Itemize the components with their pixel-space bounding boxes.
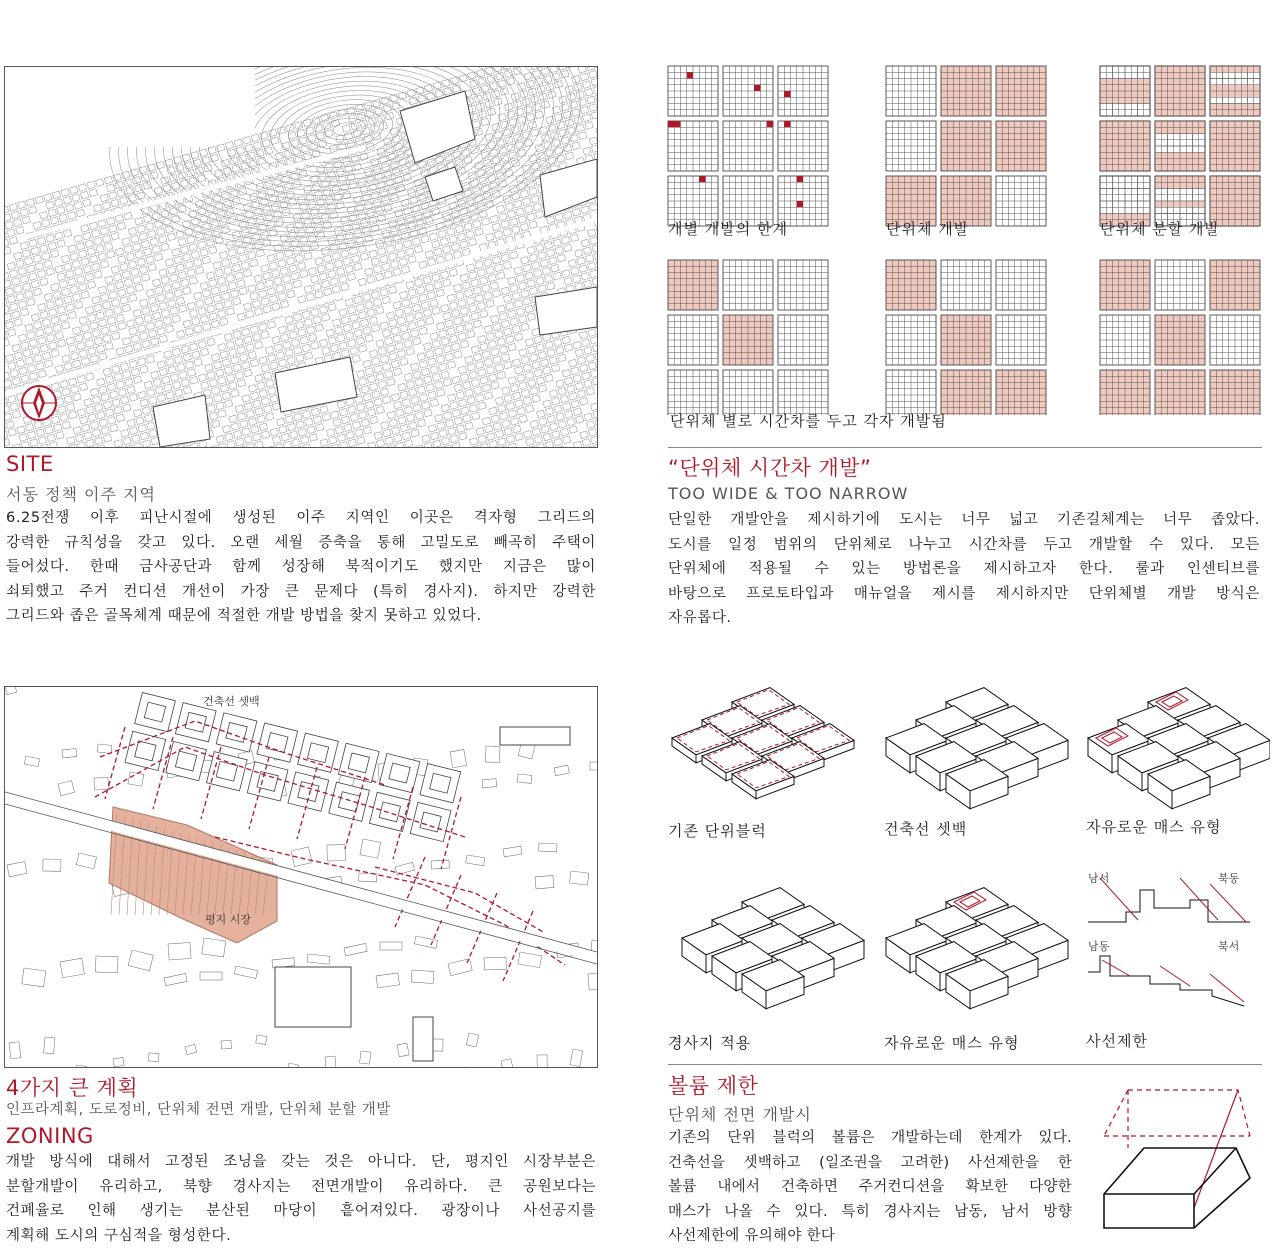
grid-unit <box>1155 260 1205 310</box>
grid-unit <box>1210 66 1260 116</box>
grid-unit <box>1155 66 1205 116</box>
red-cell <box>668 121 681 127</box>
red-cell <box>687 72 693 78</box>
caption-time-lag: 단위체 별로 시간차를 두고 각자 개발됨 <box>670 410 947 431</box>
grid-unit <box>668 121 718 171</box>
orient-se: 남동 <box>1088 938 1109 954</box>
main-road <box>5 797 597 957</box>
grid-unit <box>668 315 718 365</box>
volume-title: 볼륨 제한 <box>668 1070 758 1100</box>
grid-unit <box>996 66 1046 116</box>
red-cell <box>797 176 803 182</box>
volume-description <box>668 1126 1072 1249</box>
divider <box>668 1064 1262 1065</box>
grid-unit <box>941 121 991 171</box>
grid-unit <box>886 370 936 415</box>
site-description <box>6 506 596 629</box>
grid-unit <box>996 260 1046 310</box>
caption-existing-block: 기존 단위블럭 <box>668 820 767 841</box>
caption-slant-limit: 사선제한 <box>1086 1030 1148 1051</box>
zoning-large-buildings <box>275 727 570 1061</box>
volume-line: 매스가 나올 수 있다. 특히 경사지는 남동, 남서 방향 <box>668 1200 1072 1225</box>
grid-unit <box>1210 121 1260 171</box>
volume-envelope-diagram <box>1090 1078 1270 1238</box>
site-title: SITE <box>6 452 54 476</box>
grid-unit <box>723 260 773 310</box>
volume-diagrams <box>660 670 1270 1035</box>
grid-unit <box>1155 315 1205 365</box>
grid-unit <box>1100 121 1150 171</box>
zoning-plan-subtitle: 인프라계획, 도로정비, 단위체 전면 개발, 단위체 분할 개발 <box>6 1098 391 1119</box>
zoning-map <box>4 686 598 1068</box>
grid-unit <box>941 260 991 310</box>
grid-unit <box>778 260 828 310</box>
slant-limit-bottom <box>1088 956 1244 1006</box>
grid-unit <box>886 66 936 116</box>
grid-unit <box>1210 260 1260 310</box>
site-line: 그리드와 좁은 골목체계 때문에 적절한 개발 방법을 찾지 못하고 있었다. <box>6 604 596 629</box>
grid-unit <box>668 66 718 116</box>
caption-individual-limit: 개별 개발의 한계 <box>668 218 788 239</box>
red-cell <box>699 176 705 182</box>
caption-setback: 건축선 셋백 <box>884 818 967 839</box>
compass-icon <box>19 383 59 423</box>
grid-unit <box>996 121 1046 171</box>
zoning-line: 분할개발이 유리하고, 북향 경사지는 전면개발이 유리하다. 큰 공원보다는 <box>6 1175 596 1200</box>
volume-line: 건축선을 셋백하고 (일조권을 고려한) 사선제한을 한 <box>668 1151 1072 1176</box>
grid-unit <box>996 315 1046 365</box>
volume-subtitle: 단위체 전면 개발시 <box>668 1102 812 1125</box>
grid-unit <box>1155 370 1205 415</box>
orient-ne: 북동 <box>1218 870 1239 886</box>
red-cell <box>767 121 773 127</box>
grid-unit <box>1100 370 1150 415</box>
grid-unit <box>778 315 828 365</box>
site-line: 강력한 규칙성을 갖고 있다. 오랜 세월 증축을 통해 고밀도로 빼곡히 주택이 <box>6 531 596 556</box>
zoning-title: ZONING <box>6 1124 94 1148</box>
orient-sw: 남서 <box>1088 870 1109 886</box>
volume-line: 기존의 단위 블럭의 볼륨은 개발하는데 한계가 있다. <box>668 1126 1072 1151</box>
grid-unit <box>1210 315 1260 365</box>
grid-unit <box>1100 260 1150 310</box>
grid-unit <box>1155 121 1205 171</box>
grid-unit <box>941 370 991 415</box>
timelag-description <box>668 508 1260 631</box>
divider <box>668 447 1262 448</box>
red-cell <box>797 201 803 207</box>
grid-unit <box>1210 370 1260 415</box>
market-label: 평지 시장 <box>205 911 251 927</box>
red-cell <box>784 121 790 127</box>
grid-unit <box>723 66 773 116</box>
site-line: 들어섰다. 한때 금사공단과 함께 성장해 북적이기도 했지만 지금은 많이 <box>6 555 596 580</box>
grid-unit <box>996 176 1046 226</box>
main-road-edge <box>5 792 597 952</box>
site-subtitle: 서동 정책 이주 지역 <box>6 482 156 505</box>
red-cell <box>784 91 790 97</box>
zoning-description <box>6 1150 596 1248</box>
timelag-line: 도시를 일정 범위의 단위체로 나누고 시간차를 두고 개발할 수 있다. 모든 <box>668 533 1260 558</box>
grid-unit <box>723 315 773 365</box>
caption-unit-development: 단위체 개발 <box>886 218 969 239</box>
grid-unit <box>668 260 718 310</box>
grid-unit <box>1100 66 1150 116</box>
grid-unit <box>778 370 828 415</box>
timelag-subtitle: TOO WIDE & TOO NARROW <box>668 484 908 503</box>
zoning-line: 계획해 도시의 구심적을 형성한다. <box>6 1224 596 1249</box>
caption-unit-split-development: 단위체 분할 개발 <box>1100 218 1220 239</box>
grid-unit <box>886 260 936 310</box>
volume-line: 볼륨 내에서 건축하면 주거컨디션을 확보한 다양한 <box>668 1175 1072 1200</box>
grid-unit <box>886 315 936 365</box>
timelag-line: 자유롭다. <box>668 606 1260 631</box>
grid-unit <box>1100 315 1150 365</box>
site-line: 쇠퇴했고 주거 컨디션 개선이 가장 큰 문제다 (특히 경사지). 하지만 강력한 <box>6 580 596 605</box>
site-line: 6.25전쟁 이후 피난시절에 생성된 이주 지역인 이곳은 격자형 그리드의 <box>6 506 596 531</box>
grid-unit <box>778 121 828 171</box>
volume-line: 사선제한에 유의해야 한다 <box>668 1224 1072 1249</box>
timelag-line: 바탕으로 프로토타입과 매뉴얼을 제시를 제시하지만 단위체별 개발 방식은 <box>668 582 1260 607</box>
timelag-title: “단위체 시간차 개발” <box>668 452 871 482</box>
caption-slope: 경사지 적용 <box>668 1032 751 1053</box>
zoning-map-drawing <box>5 687 597 1067</box>
orient-nw: 북서 <box>1218 938 1239 954</box>
site-map-drawing <box>5 67 597 447</box>
grid-unit <box>668 370 718 415</box>
zoning-line: 개발 방식에 대해서 고정된 조닝을 갖는 것은 아니다. 단, 평지인 시장부분은 <box>6 1150 596 1175</box>
timelag-line: 단일한 개발안을 제시하기에 도시는 너무 넓고 기존길체계는 너무 좁았다. <box>668 508 1260 533</box>
grid-unit <box>778 66 828 116</box>
timelag-line: 단위체에 적용될 수 있는 방법론을 제시하고자 한다. 룰과 인센티브를 <box>668 557 1260 582</box>
grid-unit <box>941 315 991 365</box>
grid-unit <box>941 66 991 116</box>
main-road-edge <box>5 804 597 964</box>
zoning-line: 건폐율로 인해 생기는 분산된 마당이 흩어져있다. 광장이나 사선공지를 <box>6 1199 596 1224</box>
grid-unit <box>723 370 773 415</box>
grid-unit <box>723 121 773 171</box>
grid-unit <box>996 370 1046 415</box>
grid-unit <box>886 121 936 171</box>
zoning-plan-title: 4가지 큰 계획 <box>6 1072 138 1102</box>
setback-label: 건축선 셋백 <box>203 693 260 709</box>
caption-free-mass: 자유로운 매스 유형 <box>1086 816 1221 837</box>
red-cell <box>754 85 760 91</box>
caption-free-mass-2: 자유로운 매스 유형 <box>884 1032 1019 1053</box>
site-map <box>4 66 598 448</box>
